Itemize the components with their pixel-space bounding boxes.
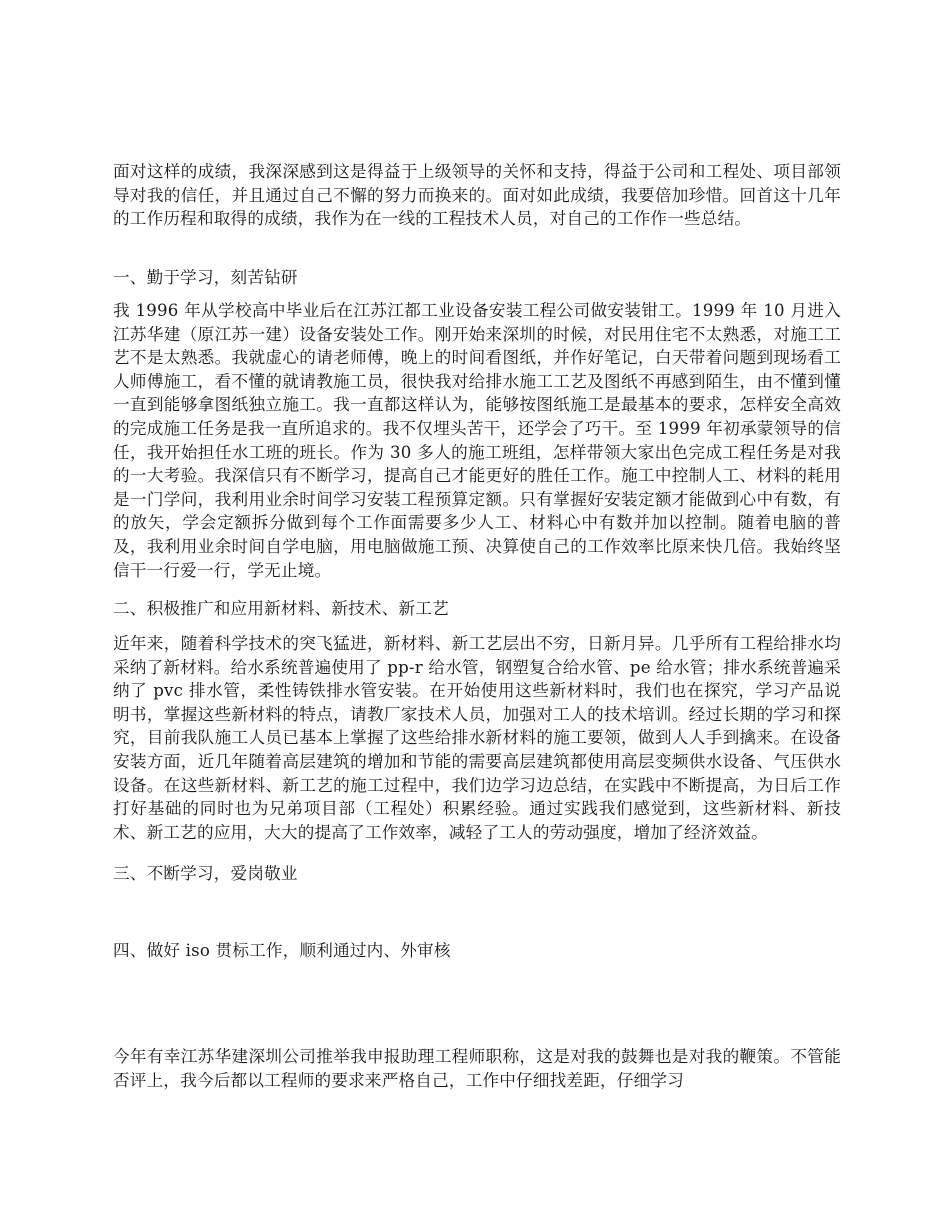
paragraph-section-1: 我 1996 年从学校高中毕业后在江苏江都工业设备安装工程公司做安装钳工。1999 年 10 月进入江苏华建（原江苏一建）设备安装处工作。刚开始来深圳的时候，对民用住宅不太熟悉，对施工工艺不是太熟悉。我就虚心的请老师傅，晚上的时间看图纸，并作好笔记，白天带着问题到现场看工人师傅施工，看不懂的就请教施工员，很快我对给排水施工工艺及图纸不再感到陌生，由不懂到懂一直到能够拿图纸独立施工。我一直都这样认为，能够按图纸施工是最基本的要求，怎样安全高效的完成施工任务是我一直所追求的。我不仅埋头苦干，还学会了巧干。至 1999 年初承蒙领导的信任，我开始担任水工班的班长。作为 30 多人的施工班组，怎样带领大家出色完成工程任务是对我的一大考验。我深信只有不断学习，提高自己才能更好的胜任工作。施工中控制人工、材料的耗用是一门学问，我利用业余时间学习安装工程预算定额。只有掌握好安装定额才能做到心中有数，有的放矢，学会定额拆分做到每个工作面需要多少人工、材料心中有数并加以控制。随着电脑的普及，我利用业余时间自学电脑，用电脑做施工预、决算使自己的工作效率比原来快几倍。我始终坚信干一行爱一行，学无止境。 <box>113 301 841 580</box>
paragraph-closing: 今年有幸江苏华建深圳公司推举我申报助理工程师职称，这是对我的鼓舞也是对我的鞭策。不管能否评上，我今后都以工程师的要求来严格自己，工作中仔细找差距，仔细学习 <box>113 1047 841 1090</box>
heading-section-4: 四、做好 iso 贯标工作，顺利通过内、外审核 <box>113 941 451 960</box>
heading-section-3: 三、不断学习，爱岗敬业 <box>113 864 298 883</box>
heading-section-1: 一、勤于学习，刻苦钻研 <box>113 268 298 287</box>
paragraph-section-2: 近年来，随着科学技术的突飞猛进，新材料、新工艺层出不穷，日新月异。几乎所有工程给排水均采纳了新材料。给水系统普遍使用了 pp-r 给水管，钢塑复合给水管、pe 给水管；排水系统普遍采纳了 pvc 排水管，柔性铸铁排水管安装。在开始使用这些新材料时，我们也在探究，学习产品说明书，掌握这些新材料的特点，请教厂家技术人员，加强对工人的技术培训。经过长期的学习和探究，目前我队施工人员已基本上掌握了这些给排水新材料的施工要领，做到人人手到擒来。在设备安装方面，近几年随着高层建筑的增加和节能的需要高层建筑都使用高层变频供水设备、气压供水设备。在这些新材料、新工艺的施工过程中，我们边学习边总结，在实践中不断提高，为日后工作打好基础的同时也为兄弟项目部（工程处）积累经验。通过实践我们感觉到，这些新材料、新技术、新工艺的应用，大大的提高了工作效率，减轻了工人的劳动强度，增加了经济效益。 <box>113 634 841 842</box>
paragraph-intro: 面对这样的成绩，我深深感到这是得益于上级领导的关怀和支持，得益于公司和工程处、项目部领导对我的信任，并且通过自己不懈的努力而换来的。面对如此成绩，我要倍加珍惜。回首这十几年的工作历程和取得的成绩，我作为在一线的工程技术人员，对自己的工作作一些总结。 <box>113 162 841 229</box>
heading-section-2: 二、积极推广和应用新材料、新技术、新工艺 <box>113 599 449 618</box>
